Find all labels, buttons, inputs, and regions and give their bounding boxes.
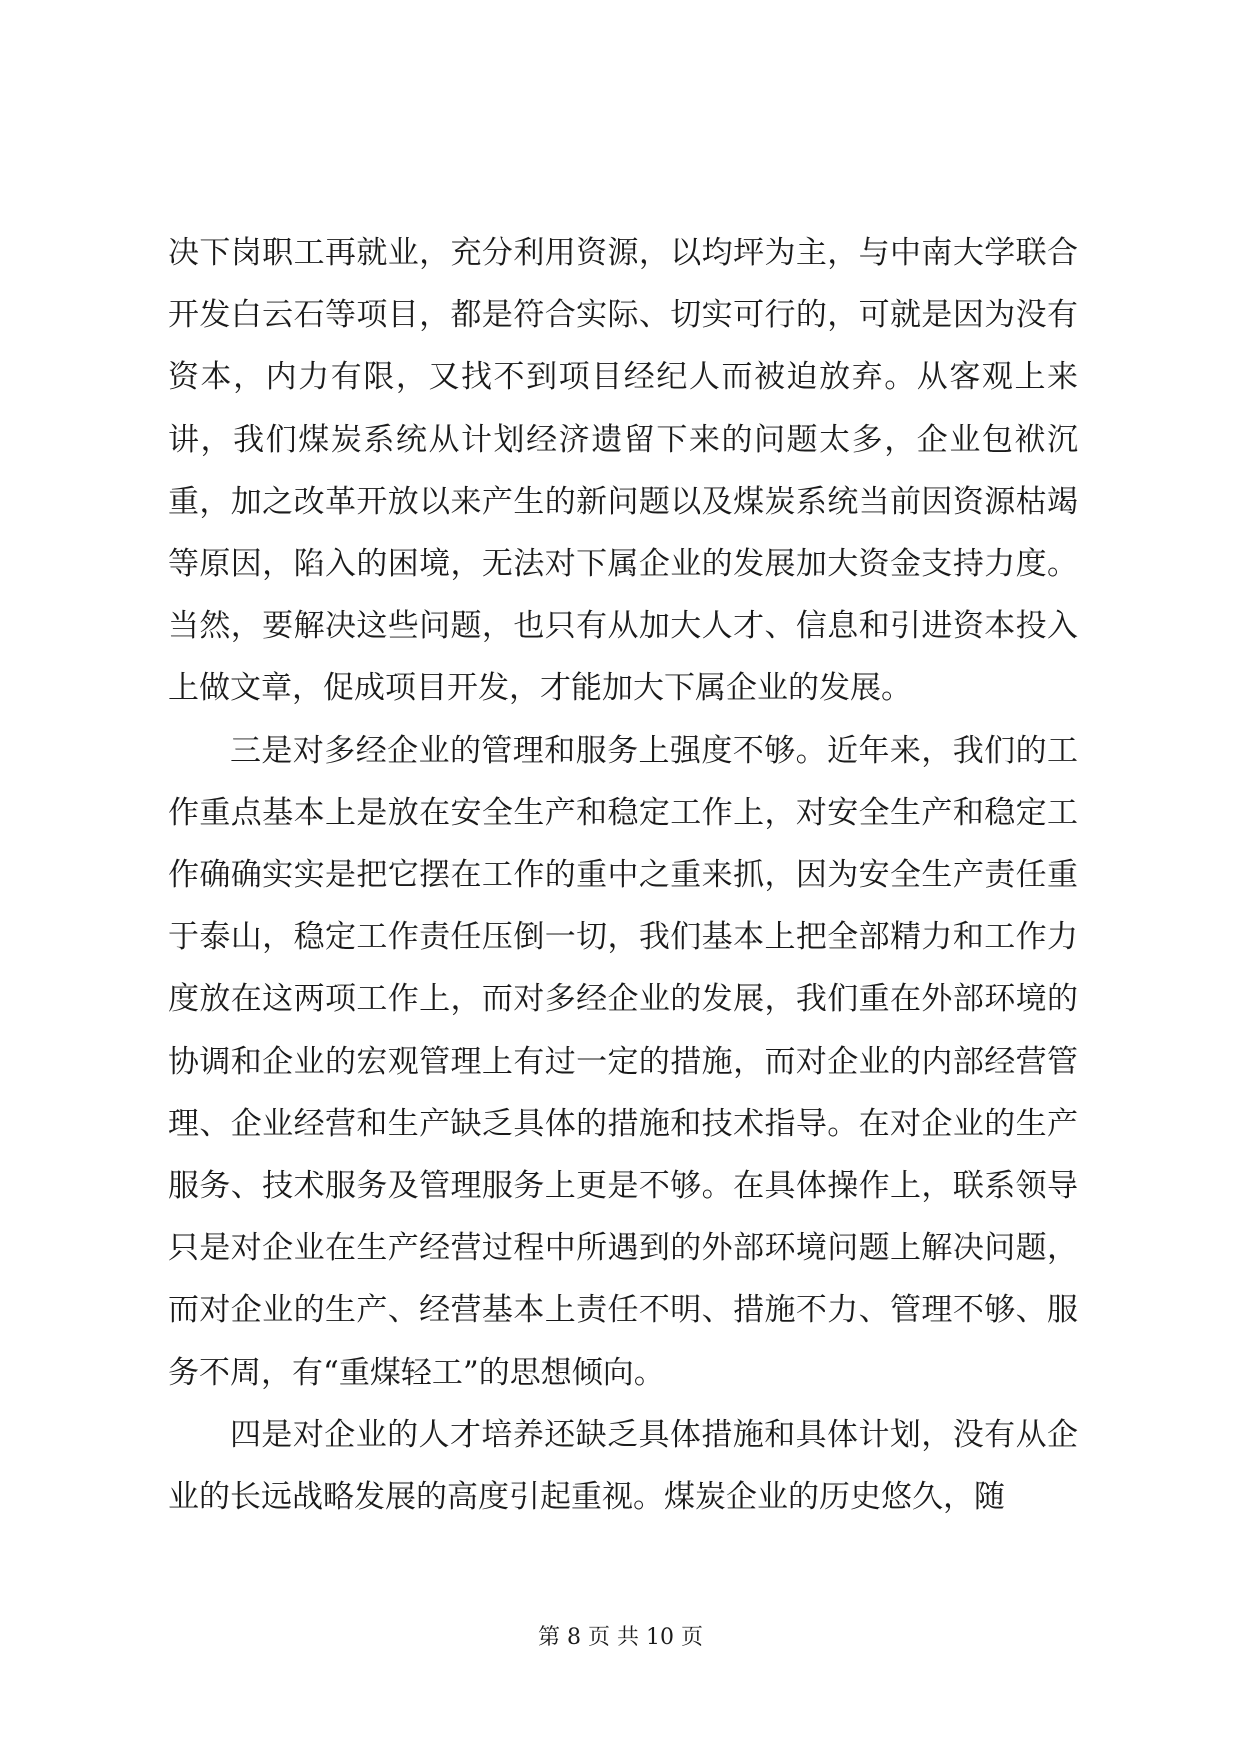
paragraph-3: 四是对企业的人才培养还缺乏具体措施和具体计划，没有从企业的长远战略发展的高度引起重视。煤炭企业的历史悠久，随 (168, 1416, 1078, 1516)
paragraph-1: 决下岗职工再就业，充分利用资源，以均坪为主，与中南大学联合开发白云石等项目，都是符合实际、切实可行的，可就是因为没有资本，内力有限，又找不到项目经纪人而被迫放弃。从客观上来讲，我们煤炭系统从计划经济遗留下来的问题太多，企业包袱沉重，加之改革开放以来产生的新问题以及煤炭系统当前因资源枯竭等原因，陷入的困境，无法对下属企业的发展加大资金支持力度。当然，要解决这些问题，也只有从加大人才、信息和引进资本投入上做文章，促成项目开发，才能加大下属企业的发展。 (168, 235, 1078, 707)
paragraph-2: 三是对多经企业的管理和服务上强度不够。近年来，我们的工作重点基本上是放在安全生产和稳定工作上，对安全生产和稳定工作确确实实是把它摆在工作的重中之重来抓，因为安全生产责任重于泰山，稳定工作责任压倒一切，我们基本上把全部精力和工作力度放在这两项工作上，而对多经企业的发展，我们重在外部环境的协调和企业的宏观管理上有过一定的措施，而对企业的内部经营管理、企业经营和生产缺乏具体的措施和技术指导。在对企业的生产服务、技术服务及管理服务上更是不够。在具体操作上，联系领导只是对企业在生产经营过程中所遇到的外部环境问题上解决问题，而对企业的生产、经营基本上责任不明、措施不力、管理不够、服务不周，有“重煤轻工”的思想倾向。 (168, 732, 1078, 1391)
page-number-footer: 第 8 页 共 10 页 (538, 1625, 703, 1650)
document-body (168, 222, 1078, 1528)
